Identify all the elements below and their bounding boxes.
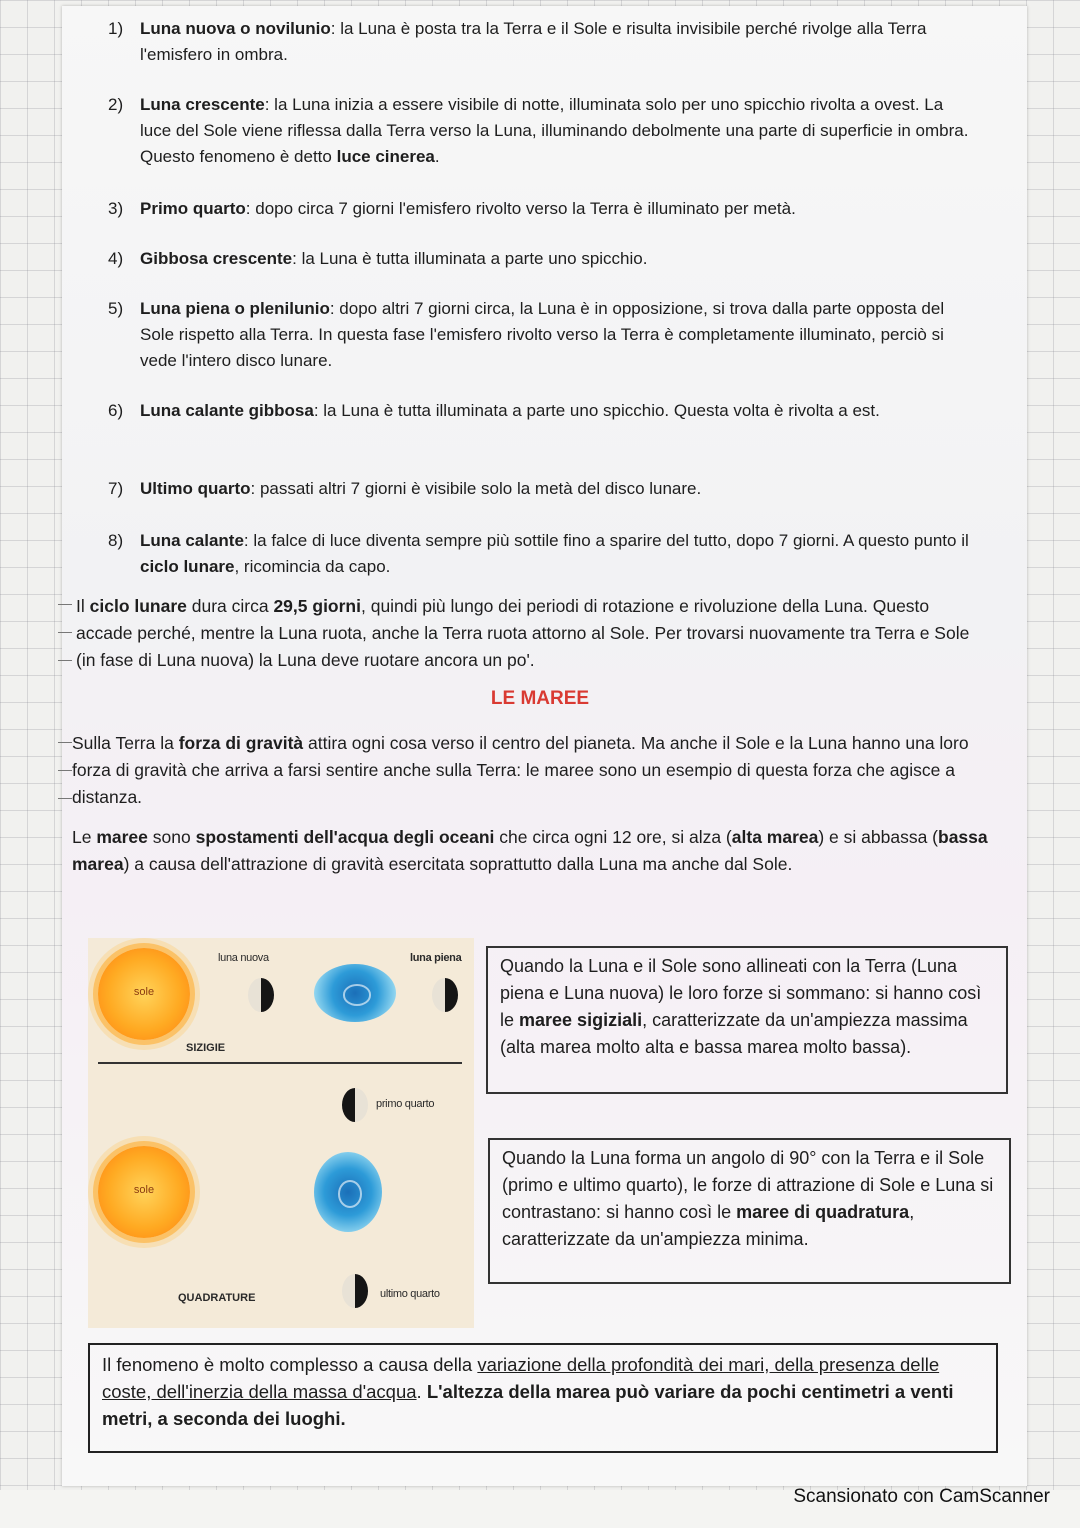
phase-name: Luna nuova o novilunio [140,19,331,38]
quadrature-label: QUADRATURE [178,1292,256,1304]
phase-text: . [434,147,440,166]
earth-icon [314,964,396,1022]
tides-definition-paragraph: Le maree sono spostamenti dell'acqua degli oceani che circa ogni 12 ore, si alza (alta marea) e si abbassa (bassa marea) a causa dell'attrazione di gravità esercitata soprattutto dalla Luna ma anche dal Sole. [72,827,988,874]
phase-text: : la falce di luce diventa sempre più sottile fino a sparire del tutto, dopo 7 giorni. A questo punto il [243,531,969,550]
phase-item [108,398,978,424]
phase-number: 1) [108,19,124,38]
first-quarter-label: primo quarto [376,1098,435,1110]
gravity-paragraph: Sulla Terra la forza di gravità attira ogni cosa verso il centro del pianeta. Ma anche il Sole e la Luna hanno una loro forza di gravità che arriva a farsi sentire anche sulla Terra: le maree sono un esempio di questa forza che agisce a distanza. [72,733,969,807]
section-title: LE MAREE [490,688,590,709]
phase-name: Luna crescente [140,95,265,114]
sun-icon: sole [98,1146,190,1238]
phase-number: 5) [108,299,124,318]
phase-text: : la Luna è tutta illuminata a parte uno spicchio. [292,249,648,268]
syzygy-tides-box: Quando la Luna e il Sole sono allineati con la Terra (Luna piena e Luna nuova) le loro forze si sommano: si hanno così le maree sigiziali, caratterizzate da un'ampiezza massima (alta marea molto alta e bassa marea molto bassa). [486,946,1008,1094]
phase-text: : la Luna è tutta illuminata a parte uno spicchio. Questa volta è rivolta a est. [313,401,880,420]
phase-text: : la Luna inizia a essere visibile di notte, illuminata solo per uno spicchio rivolta a ovest. La luce del Sole viene riflessa dalla Terra verso la Luna, illuminando debolmente una parte di superficie in ombra. Questo fenomeno è detto [140,95,969,166]
phase-item [108,476,978,502]
full-moon-icon [432,978,458,1012]
quadrature-tides-box: Quando la Luna forma un angolo di 90° con la Terra e il Sole (primo e ultimo quarto), le forze di attrazione di Sole e Luna si contrastano: si hanno così le maree di quadratura, caratterizzate da un'ampiezza minima. [488,1138,1011,1284]
last-quarter-label: ultimo quarto [380,1288,440,1300]
lunar-cycle-paragraph: Il ciclo lunare dura circa 29,5 giorni, quindi più lungo dei periodi di rotazione e rivoluzione della Luna. Questo accade perché, mentre la Luna ruota, anche la Terra ruota attorno al Sole. Per trovarsi nuovamente tra Terra e Sole (in fase di Luna nuova) la Luna deve ruotare ancora un po'. [76,596,970,670]
phase-name: Luna calante [140,531,244,550]
phase-item [108,246,978,272]
phase-number: 6) [108,401,124,420]
margin-dash [58,770,72,771]
phase-item [108,196,978,222]
phase-item [108,16,978,68]
phase-number: 2) [108,95,124,114]
last-quarter-moon-icon [342,1274,368,1308]
new-moon-icon [248,978,274,1012]
phase-text: : la Luna è posta tra la Terra e il Sole e risulta invisibile perché rivolge alla Terra l'emisfero in ombra. [140,19,927,64]
phase-number: 8) [108,531,124,550]
divider-line [98,1062,462,1064]
margin-dash [58,798,72,799]
tides-illustration [88,938,474,1328]
phase-name: Luna piena o plenilunio [140,299,330,318]
full-moon-label: luna piena [410,952,462,964]
margin-dash [58,660,72,661]
phase-name: Primo quarto [140,199,246,218]
phase-number: 4) [108,249,124,268]
scanner-watermark: Scansionato con CamScanner [793,1486,1050,1507]
earth-icon [314,1152,382,1232]
phase-keyword: luce cinerea [336,147,435,166]
phase-text: : passati altri 7 giorni è visibile solo la metà del disco lunare. [250,479,702,498]
margin-dash [58,604,72,605]
sun-icon: sole [98,948,190,1040]
phase-name: Luna calante gibbosa [140,401,314,420]
margin-dash [58,632,72,633]
phase-keyword: ciclo lunare [140,557,235,576]
phase-text: : dopo altri 7 giorni circa, la Luna è in opposizione, si trova dalla parte opposta del Sole rispetto alla Terra. In questa fase l'emisfero rivolto verso la Terra è completamente illuminato, perciò si vede l'intero disco lunare. [140,299,945,370]
new-moon-label: luna nuova [218,952,269,964]
phase-item [108,296,978,374]
syzygy-label: SIZIGIE [186,1042,226,1054]
phase-item [108,528,978,580]
phase-item [108,92,978,170]
phase-name: Gibbosa crescente [140,249,293,268]
phase-number: 3) [108,199,124,218]
phase-text: : dopo circa 7 giorni l'emisfero rivolto verso la Terra è illuminato per metà. [245,199,796,218]
phase-text: , ricomincia da capo. [234,557,391,576]
first-quarter-moon-icon [342,1088,368,1122]
phase-number: 7) [108,479,124,498]
tides-note-box: Il fenomeno è molto complesso a causa della variazione della profondità dei mari, della presenza delle coste, dell'inerzia della massa d'acqua. L'altezza della marea può variare da pochi centimetri a venti metri, a seconda dei luoghi. [88,1343,998,1453]
margin-dash [58,742,72,743]
phase-name: Ultimo quarto [140,479,251,498]
